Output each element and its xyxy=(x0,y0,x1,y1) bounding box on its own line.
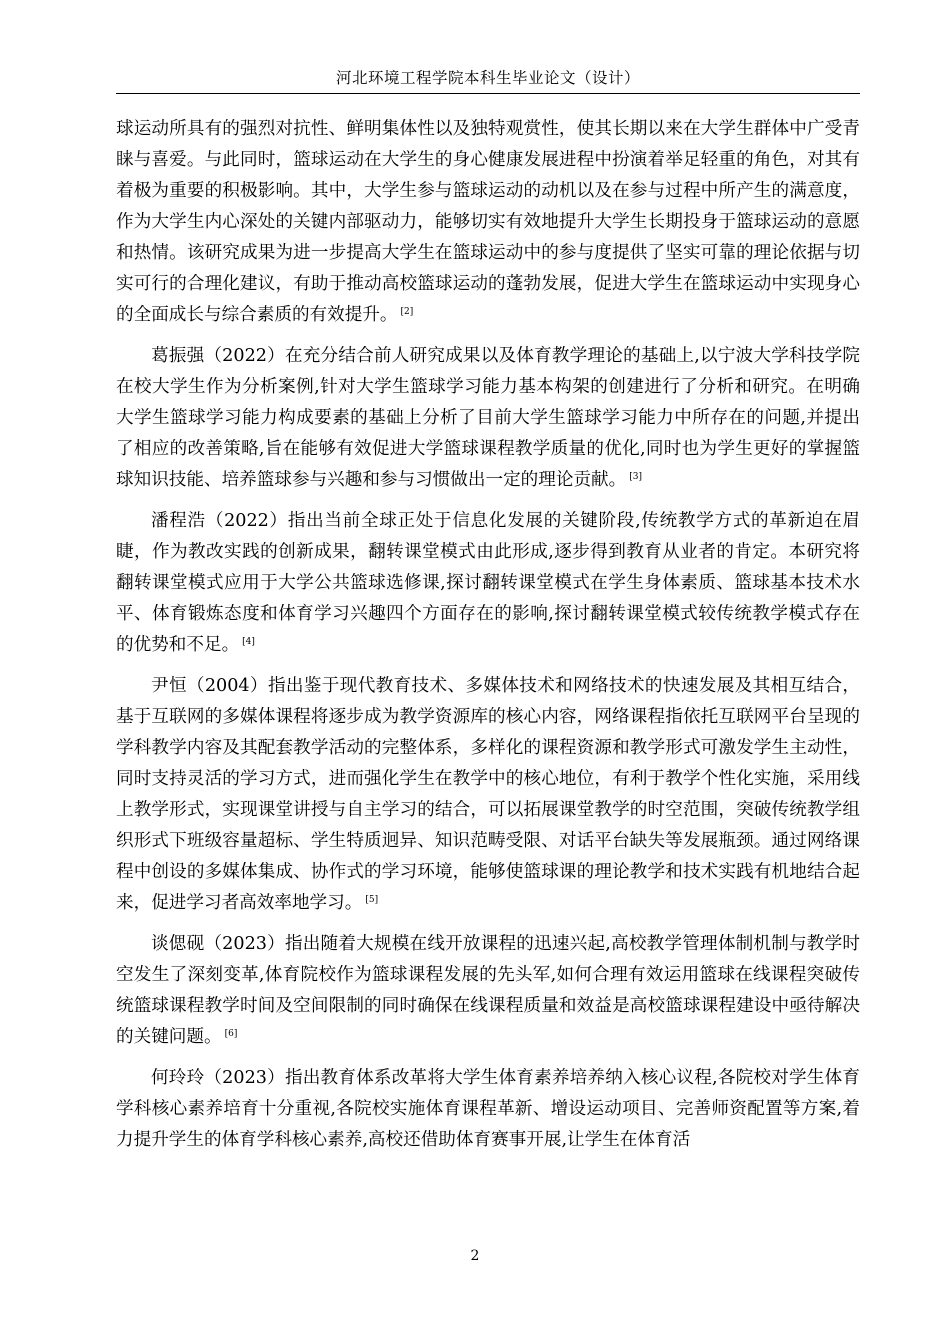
paragraph-yin-heng xyxy=(116,671,860,919)
body-text xyxy=(116,114,860,1166)
page-number: 2 xyxy=(470,1248,480,1264)
running-header: 河北环境工程学院本科生毕业论文（设计） xyxy=(335,69,640,87)
paragraph-ge-zhenqiang xyxy=(116,341,860,496)
paragraph-text: 谈偲砚（2023）指出随着大规模在线开放课程的迅速兴起,高校教学管理体制机制与教学时空发生了深刻变革,体育院校作为篮球课程发展的先头军,如何合理有效运用篮球在线课程突破传统篮球课程教学时间及空间限制的同时确保在线课程质量和效益是高校篮球课程建设中亟待解决的关键问题。 xyxy=(116,934,860,1047)
citation-marker: [4] xyxy=(242,637,255,647)
header-rule xyxy=(116,93,860,94)
citation-marker: [6] xyxy=(224,1029,238,1039)
paragraph-text: 尹恒（2004）指出鉴于现代教育技术、多媒体技术和网络技术的快速发展及其相互结合，基于互联网的多媒体课程将逐步成为教学资源库的核心内容，网络课程指依托互联网平台呈现的学科教学内容及其配套教学活动的完整体系，多样化的课程资源和教学形式可激发学生主动性，同时支持灵活的学习方式，进而强化学生在教学中的核心地位，有利于教学个性化实施，采用线上教学形式，实现课堂讲授与自主学习的结合，可以拓展课堂教学的时空范围，突破传统教学组织形式下班级容量超标、学生特质迥异、知识范畴受限、对话平台缺失等发展瓶颈。通过网络课程中创设的多媒体集成、协作式的学习环境，能够使篮球课的理论教学和技术实践有机地结合起来，促进学习者高效率地学习。 xyxy=(116,676,860,913)
paragraph-text: 何玲玲（2023）指出教育体系改革将大学生体育素养培养纳入核心议程,各院校对学生体育学科核心素养培育十分重视,各院校实施体育课程革新、增设运动项目、完善师资配置等方案,着力提升学生的体育学科核心素养,高校还借助体育赛事开展,让学生在体育活 xyxy=(116,1068,860,1150)
paragraph-tan-siyan xyxy=(116,929,860,1053)
citation-marker: [2] xyxy=(400,307,414,317)
paragraph-pan-chenghao xyxy=(116,506,860,661)
paragraph-text: 葛振强（2022）在充分结合前人研究成果以及体育教学理论的基础上,以宁波大学科技学院在校大学生作为分析案例,针对大学生篮球学习能力基本构架的创建进行了分析和研究。在明确大学生篮球学习能力构成要素的基础上分析了目前大学生篮球学习能力中所存在的问题,并提出了相应的改善策略,旨在能够有效促进大学篮球课程教学质量的优化,同时也为学生更好的掌握篮球知识技能、培养篮球参与兴趣和参与习惯做出一定的理论贡献。 xyxy=(116,346,860,490)
paragraph-text: 潘程浩（2022）指出当前全球正处于信息化发展的关键阶段,传统教学方式的革新迫在眉睫，作为教改实践的创新成果，翻转课堂模式由此形成,逐步得到教育从业者的肯定。本研究将翻转课堂模式应用于大学公共篮球选修课,探讨翻转课堂模式在学生身体素质、篮球基本技术水平、体育锻炼态度和体育学习兴趣四个方面存在的影响,探讨翻转课堂模式较传统教学模式存在的优势和不足。 xyxy=(116,511,860,655)
citation-marker: [5] xyxy=(365,895,379,905)
paragraph-continuation xyxy=(116,114,860,331)
paragraph-he-lingling xyxy=(116,1063,860,1156)
paragraph-text: 球运动所具有的强烈对抗性、鲜明集体性以及独特观赏性，使其长期以来在大学生群体中广受青睐与喜爱。与此同时，篮球运动在大学生的身心健康发展进程中扮演着举足轻重的角色，对其有着极为重要的积极影响。其中，大学生参与篮球运动的动机以及在参与过程中所产生的满意度，作为大学生内心深处的关键内部驱动力，能够切实有效地提升大学生长期投身于篮球运动的意愿和热情。该研究成果为进一步提高大学生在篮球运动中的参与度提供了坚实可靠的理论依据与切实可行的合理化建议，有助于推动高校篮球运动的蓬勃发展，促进大学生在篮球运动中实现身心的全面成长与综合素质的有效提升。 xyxy=(116,119,860,325)
citation-marker: [3] xyxy=(629,472,642,482)
